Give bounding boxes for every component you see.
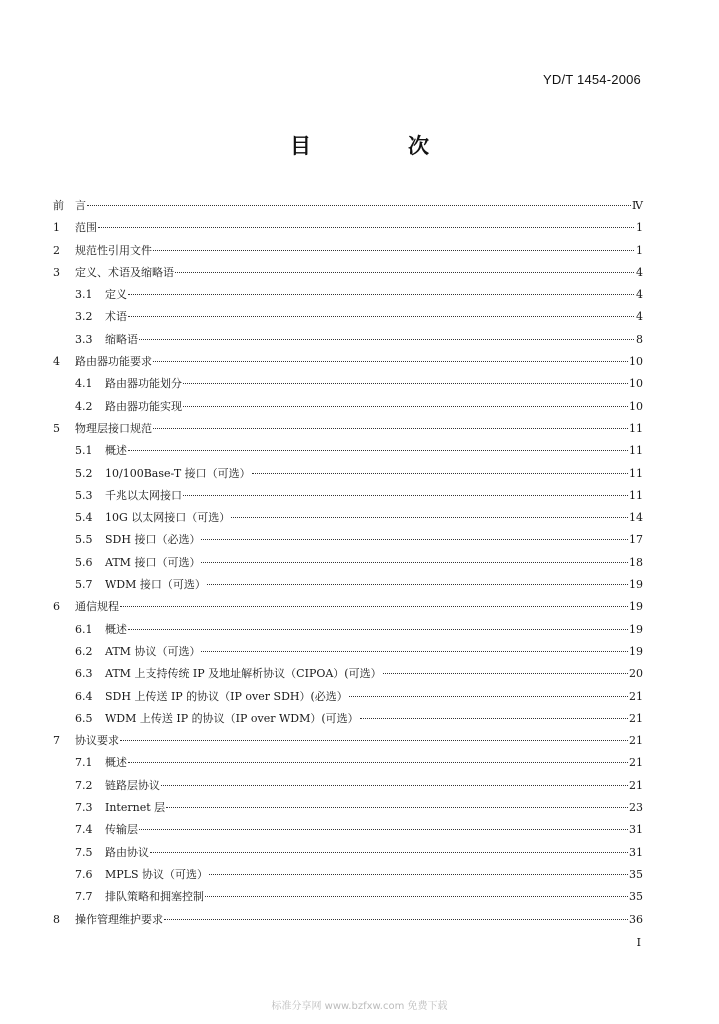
toc-leader-dots xyxy=(139,325,634,340)
toc-entry-page: 14 xyxy=(629,511,643,525)
table-of-contents xyxy=(53,194,643,930)
toc-leader-dots xyxy=(153,414,628,429)
toc-leader-dots xyxy=(98,213,634,228)
toc-leader-dots xyxy=(183,369,628,384)
toc-entry-number: 4.2 xyxy=(75,399,93,413)
toc-entry-page: 10 xyxy=(629,399,643,413)
toc-entry-title: 定义 xyxy=(105,288,127,302)
toc-entry-number: 1 xyxy=(53,221,60,235)
toc-entry-page: 20 xyxy=(629,667,643,681)
toc-entry-title: Internet 层 xyxy=(105,801,166,815)
toc-entry-title: 概述 xyxy=(105,444,127,458)
toc-entry-title: WDM 接口（可选） xyxy=(105,578,206,592)
toc-entry-title: 千兆以太网接口 xyxy=(105,488,182,502)
toc-leader-dots xyxy=(128,748,628,763)
toc-entry-page: 10 xyxy=(629,377,643,391)
toc-entry-title: SDH 上传送 IP 的协议（IP over SDH）(必选） xyxy=(105,689,348,703)
toc-entry-title: 操作管理维护要求 xyxy=(75,912,163,926)
toc-leader-dots xyxy=(128,302,634,317)
toc-leader-dots xyxy=(161,771,628,786)
toc-entry-page: 21 xyxy=(629,778,643,792)
toc-entry-page: 23 xyxy=(629,801,643,815)
toc-entry-number: 3.1 xyxy=(75,288,93,302)
toc-entry-number: 5.7 xyxy=(75,578,93,592)
toc-entry-number: 4 xyxy=(53,355,60,369)
toc-entry-page: 19 xyxy=(629,600,643,614)
toc-entry-number: 7.2 xyxy=(75,778,93,792)
toc-entry-title: 路由器功能实现 xyxy=(105,399,182,413)
page-number: I xyxy=(636,936,641,949)
toc-entry-page: 21 xyxy=(629,734,643,748)
toc-entry-number: 3.3 xyxy=(75,332,93,346)
toc-entry-title: 路由器功能要求 xyxy=(75,355,152,369)
toc-entry-title: 10/100Base-T 接口（可选） xyxy=(105,466,251,480)
toc-leader-dots xyxy=(164,905,628,920)
toc-entry-title: 路由协议 xyxy=(105,845,149,859)
toc-leader-dots xyxy=(120,726,628,741)
toc-leader-dots xyxy=(231,503,628,518)
toc-entry-page: 21 xyxy=(629,689,643,703)
toc-entry-page: 31 xyxy=(629,823,643,837)
toc-entry-title: WDM 上传送 IP 的协议（IP over WDM）(可选） xyxy=(105,711,359,725)
toc-leader-dots xyxy=(349,682,628,697)
toc-entry-title: SDH 接口（必选） xyxy=(105,533,201,547)
toc-entry-number: 6.1 xyxy=(75,622,93,636)
toc-leader-dots xyxy=(120,592,628,607)
toc-entry-number: 3 xyxy=(53,265,60,279)
toc-entry-number: 6.4 xyxy=(75,689,93,703)
toc-entry-number: 8 xyxy=(53,912,60,926)
toc-entry-number: 7.3 xyxy=(75,801,93,815)
toc-entry-title: 规范性引用文件 xyxy=(75,243,152,257)
toc-title: 目 次 xyxy=(290,134,467,158)
toc-entry-number: 7.6 xyxy=(75,867,93,881)
toc-entry-page: 19 xyxy=(629,578,643,592)
toc-entry-title: MPLS 协议（可选） xyxy=(105,867,209,881)
toc-leader-dots xyxy=(87,191,631,206)
toc-entry-page: Ⅳ xyxy=(632,199,643,212)
toc-leader-dots xyxy=(205,882,628,897)
toc-entry[interactable] xyxy=(53,908,643,930)
toc-entry-number: 5.2 xyxy=(75,466,93,480)
watermark: 标准分享网 www.bzfxw.com 免费下载 xyxy=(271,1001,448,1012)
toc-entry-number: 2 xyxy=(53,243,60,257)
toc-entry-page: 11 xyxy=(629,421,643,435)
toc-entry-page: 11 xyxy=(629,466,643,480)
toc-entry-page: 1 xyxy=(636,243,643,257)
toc-leader-dots xyxy=(128,436,628,451)
toc-entry-page: 17 xyxy=(629,533,643,547)
toc-entry-title: 传输层 xyxy=(105,823,138,837)
toc-entry-page: 4 xyxy=(636,265,643,279)
toc-entry-title: 概述 xyxy=(105,756,127,770)
toc-entry-page: 21 xyxy=(629,756,643,770)
toc-entry-number: 7.7 xyxy=(75,890,93,904)
toc-entry-page: 21 xyxy=(629,711,643,725)
toc-leader-dots xyxy=(183,392,628,407)
toc-entry-number: 前 言 xyxy=(53,199,86,212)
toc-entry-title: 路由器功能划分 xyxy=(105,377,182,391)
toc-leader-dots xyxy=(201,548,628,563)
toc-leader-dots xyxy=(139,815,628,830)
toc-entry-number: 6.3 xyxy=(75,667,93,681)
toc-leader-dots xyxy=(175,258,634,273)
toc-entry-number: 7 xyxy=(53,734,60,748)
toc-entry-number: 5.6 xyxy=(75,555,93,569)
toc-entry-number: 6 xyxy=(53,600,60,614)
toc-entry-title: ATM 上支持传统 IP 及地址解析协议（CIPOA）(可选） xyxy=(105,667,382,681)
toc-entry-title: 概述 xyxy=(105,622,127,636)
toc-entry-title: 10G 以太网接口（可选） xyxy=(105,511,231,525)
toc-entry-title: 排队策略和拥塞控制 xyxy=(105,890,204,904)
toc-entry-page: 11 xyxy=(629,488,643,502)
toc-entry-number: 4.1 xyxy=(75,377,93,391)
toc-leader-dots xyxy=(150,838,628,853)
toc-entry-page: 18 xyxy=(629,555,643,569)
toc-entry-page: 35 xyxy=(629,890,643,904)
toc-leader-dots xyxy=(383,659,628,674)
document-code: YD/T 1454-2006 xyxy=(543,72,641,87)
toc-entry-page: 10 xyxy=(629,355,643,369)
toc-entry-page: 4 xyxy=(636,288,643,302)
toc-entry-number: 6.5 xyxy=(75,711,93,725)
toc-entry-page: 19 xyxy=(629,622,643,636)
toc-entry-number: 5.5 xyxy=(75,533,93,547)
toc-leader-dots xyxy=(128,280,634,295)
toc-entry-number: 7.1 xyxy=(75,756,93,770)
toc-leader-dots xyxy=(201,637,628,652)
toc-leader-dots xyxy=(209,860,628,875)
toc-entry-title: ATM 协议（可选） xyxy=(105,644,201,658)
toc-entry-number: 3.2 xyxy=(75,310,93,324)
toc-entry-page: 35 xyxy=(629,867,643,881)
toc-entry-title: 物理层接口规范 xyxy=(75,421,152,435)
toc-leader-dots xyxy=(128,615,628,630)
toc-entry-title: 链路层协议 xyxy=(105,778,160,792)
toc-entry-title: 协议要求 xyxy=(75,734,119,748)
toc-entry-number: 5.3 xyxy=(75,488,93,502)
toc-entry-title: 缩略语 xyxy=(105,332,138,346)
toc-entry-page: 31 xyxy=(629,845,643,859)
toc-entry-number: 5 xyxy=(53,421,60,435)
toc-entry-number: 5.1 xyxy=(75,444,93,458)
toc-leader-dots xyxy=(252,459,628,474)
toc-entry-page: 19 xyxy=(629,644,643,658)
toc-entry-number: 5.4 xyxy=(75,511,93,525)
toc-leader-dots xyxy=(183,481,628,496)
toc-leader-dots xyxy=(360,704,628,719)
toc-leader-dots xyxy=(153,236,634,251)
toc-entry-title: 范围 xyxy=(75,221,97,235)
toc-entry-title: 通信规程 xyxy=(75,600,119,614)
toc-entry-title: 定义、术语及缩略语 xyxy=(75,265,174,279)
toc-entry-number: 7.5 xyxy=(75,845,93,859)
toc-entry-page: 11 xyxy=(629,444,643,458)
toc-leader-dots xyxy=(207,570,628,585)
toc-entry-number: 6.2 xyxy=(75,644,93,658)
toc-entry-title: 术语 xyxy=(105,310,127,324)
toc-leader-dots xyxy=(201,525,628,540)
toc-entry-page: 1 xyxy=(636,221,643,235)
toc-entry-title: ATM 接口（可选） xyxy=(105,555,201,569)
toc-entry-page: 4 xyxy=(636,310,643,324)
toc-entry-page: 8 xyxy=(636,332,643,346)
toc-leader-dots xyxy=(153,347,628,362)
toc-entry-number: 7.4 xyxy=(75,823,93,837)
toc-entry-page: 36 xyxy=(629,912,643,926)
toc-leader-dots xyxy=(166,793,628,808)
